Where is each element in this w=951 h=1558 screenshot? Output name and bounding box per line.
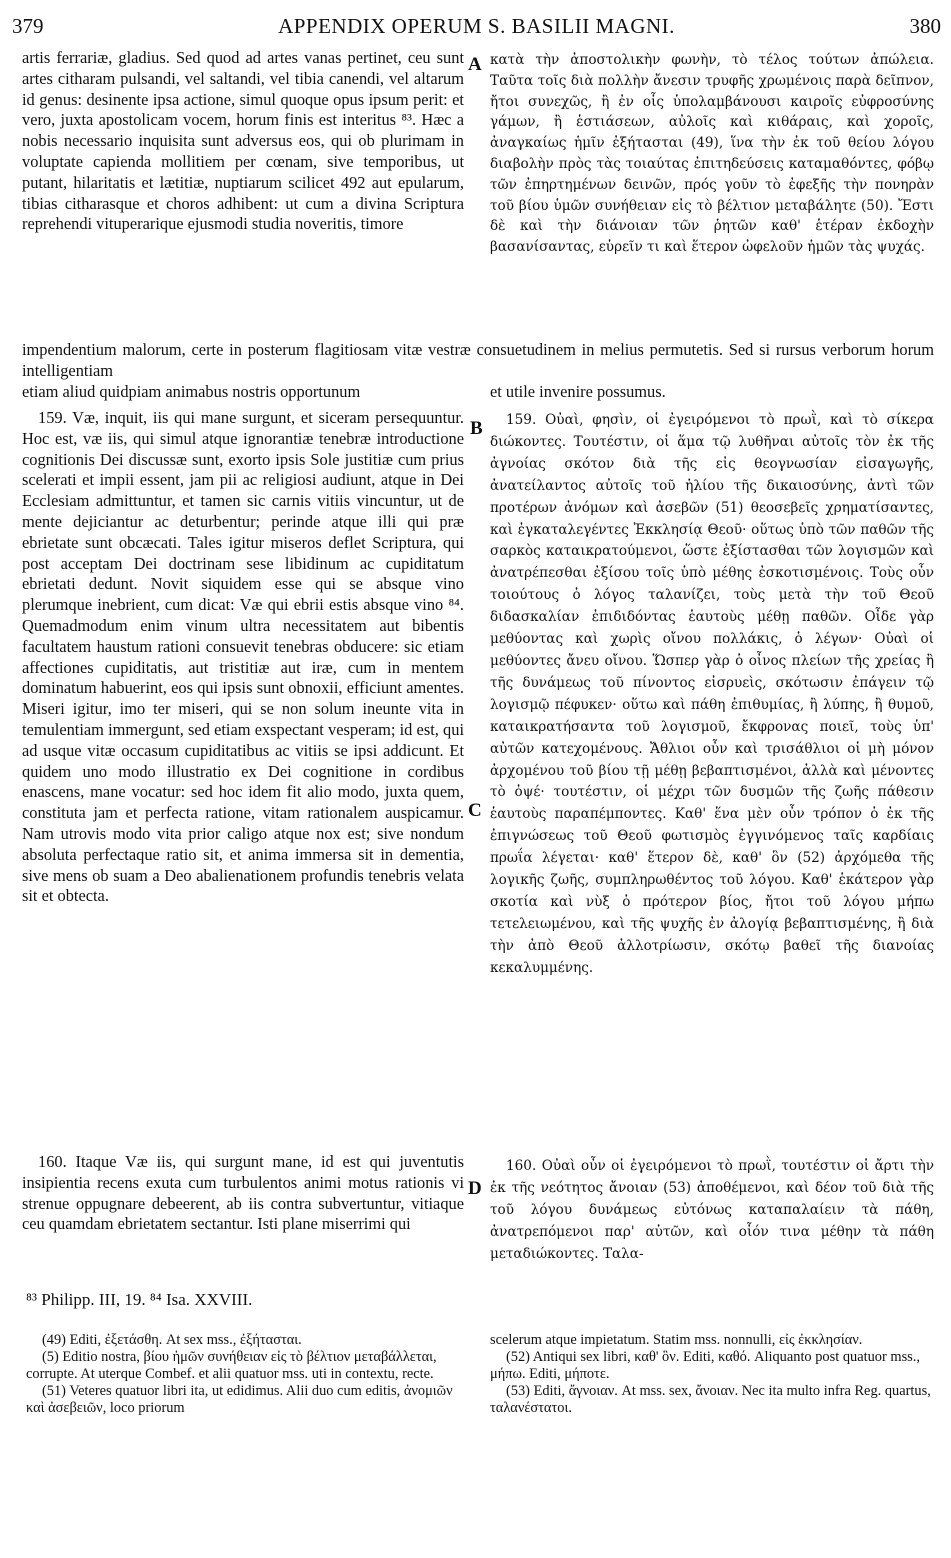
latin-full-text-2b: et utile invenire possumus. bbox=[490, 382, 666, 401]
margin-mark-a: A bbox=[468, 54, 482, 75]
footnotes-left-column bbox=[26, 1332, 466, 1417]
latin-column-160 bbox=[22, 1152, 464, 1235]
footnotes-right-column bbox=[490, 1332, 934, 1417]
footnote-50: (5) Editio nostra, βίου ἡμῶν συνήθειαν εἰς τὸ βέλτιον μεταβάλλεται, corrupte. At uterque Combef. et alii quatuor mss. uti in contextu, recte. bbox=[26, 1349, 437, 1382]
latin-column-159 bbox=[22, 408, 464, 907]
greek-column-159 bbox=[490, 410, 934, 980]
latin-full-line-1 bbox=[22, 340, 934, 382]
latin-full-line-2a bbox=[22, 382, 464, 403]
latin-column-top bbox=[22, 48, 464, 235]
latin-full-line-2b bbox=[490, 382, 934, 403]
margin-mark-c: C bbox=[468, 800, 482, 821]
footnote-51-continued: scelerum atque impietatum. Statim mss. nonnulli, εἰς ἐκκλησίαν. bbox=[490, 1332, 863, 1348]
greek-text-top: κατὰ τὴν ἀποστολικὴν φωνὴν, τὸ τέλος τούτων ἀπώλεια. Ταῦτα τοῖς διὰ πολλὴν ἄνεσιν τρυφῆς χρωμένοις παρὰ δεῖπνον, ἤτοι συνεχῶς, ἢ ἐν οἷς ὑπολαμβάνουσι καιροῖς εὐφροσύνης γάμων, ἢ ἑστιάσεων, αὐλοῖς καὶ κιθάραις, καὶ χοροῖς, ἀναγκαίως ἡμῖν ἐξήτασται (49), ἵνα τὴν ἐκ τοῦ θείου λόγου διαβολὴν πρὸς τὰς τοιαύτας ἐπιτηδεύσεις καταμαθόντες, φόβῳ τῶν ἐπηρτημένων δεινῶν, πρός γοῦν τὸ ἐφεξῆς τὴν πονηρὰν τοῦ βίου ὑμῶν συνήθειαν εἰς τὸ βέλτιον μεταβάλητε (50). Ἔστι δὲ καὶ τὴν διάνοιαν τῶν ῥητῶν καθ' ἑτέραν ἐκδοχὴν βασανίσαντας, εὑρεῖν τι καὶ ἕτερον ὠφελοῦν ἡμῶν τὰς ψυχάς. bbox=[490, 52, 934, 256]
margin-mark-d: D bbox=[468, 1178, 482, 1199]
page-number-right: 380 bbox=[909, 14, 941, 38]
latin-text-top: artis ferrariæ, gladius. Sed quod ad artes vanas pertinet, ceu sunt artes citharam pulsandi, vel saltandi, vel tibia canendi, vel altarum id genus: desinente ipsa actione, simul quoque opus ipsum perit: et vero, juxta apostolicam vocem, horum finis est interitus ⁸³. Hæc a nobis necessario inquisita sunt adversus eos, qui ob plurimam in voluptate capienda mollitiem per cœnam, sive temporibus, ut putant, hilaritatis et lætitiæ, nuptiarum scilicet 492 aut epularum, tibias citharasque et choros adhibent: ut cum a divina Scriptura reprehendi vituperarique ejusmodi studia noveritis, timore bbox=[22, 48, 464, 234]
margin-mark-b: B bbox=[470, 418, 483, 439]
footnotes-scripture: ⁸³ Philipp. III, 19. ⁸⁴ Isa. XXVIII. bbox=[26, 1290, 253, 1309]
greek-paragraph-160: 160. Οὐαὶ οὖν οἱ ἐγειρόμενοι τὸ πρωῒ, τουτέστιν οἱ ἄρτι τὴν ἐκ τῆς νεότητος ἄνοιαν (53) ἀποθέμενοι, καὶ δέον τοῦ διὰ τῆς τοῦ λόγου δυνάμεως εὐτόνως καταπαλαίειν τὰ πάθη, ἀνατρεπόμενοι παρ' αὐτῶν, καὶ οἷόν τινα μέθην τὰ πάθη μεταδιώκοντες. Ταλα- bbox=[490, 1158, 934, 1262]
greek-column-top bbox=[490, 50, 934, 258]
running-header bbox=[12, 14, 941, 42]
latin-paragraph-159: 159. Væ, inquit, iis qui mane surgunt, et siceram persequuntur. Hoc est, væ iis, qui simul atque ignorantiæ tenebræ introductione cognitionis Dei discussæ sunt, exorto ipsis Sole justitiæ cum prius scelerati et impii essent, jam pii ac religiosi audiunt, atque in Dei Ecclesiam admittuntur, et tamen sic carnis vitiis vincuntur, ut de mente dejiciantur ac deturbentur; perinde atque illi qui præ ebrietate sunt obcæcati. Tales igitur miseros deflet Scriptura, qui post acceptam Dei doctrinam sese libidinum ac cupiditatum ebrietati dedunt. Novit siquidem esse qui se absque vino plerumque inebrient, cum dicat: Væ qui ebrii estis absque vino ⁸⁴. Quemadmodum enim vinum ultra necessitatem aut bibentis facultatem haustum rationi consuevit tenebras obducere: sic etiam affectiones cupiditatis, aut tristitiæ aut iræ, cum in mentem dominatum habuerint, eos qui ipsis sunt obnoxii, efficiunt amentes. Miseri igitur, imo ter miseri, qui se non solum ineunte vita in temulentiam immergunt, sed etiam exspectant vesperam; id est, qui ad usque vitæ occasum cupiditatibus ac vitiis se ipsi addicunt. Et quidem uno modo illustratio ex Dei cognitione in cordibus enascens, mane vocatur: sed hoc idem fit alio modo, juxta quem, constituta jam et perfecta ratione, vitam rationalem auspicamur. Nam utrovis modo vita prior caligo atque nox est; sive nondum absoluta perfectaque ratio sit, et anima immersa sit in dementia, sive mens ob suam a Deo abalienationem profundis tenebris velata sit et obtecta. bbox=[22, 408, 464, 906]
footnote-52: (52) Antiqui sex libri, καθ' ὃν. Editi, καθό. Aliquanto post quatuor mss., μήπω. Editi, μήποτε. bbox=[490, 1349, 920, 1382]
latin-full-text-2a: etiam aliud quidpiam animabus nostris opportunum bbox=[22, 382, 361, 401]
latin-paragraph-160: 160. Itaque Væ iis, qui surgunt mane, id est qui juventutis insipientia recens exuta cum turbulentos animi motus rationis vi strenue oppugnare debeerent, ab iis contra subvertuntur, vitiaque ceu quamdam ebrietatem sectantur. Isti plane miserrimi qui bbox=[22, 1152, 464, 1234]
footnote-49: (49) Editi, ἐξετάσθη. At sex mss., ἐξήτασται. bbox=[42, 1332, 302, 1348]
greek-paragraph-159: 159. Οὐαὶ, φησὶν, οἱ ἐγειρόμενοι τὸ πρωῒ, καὶ τὸ σίκερα διώκοντες. Τουτέστιν, οἱ ἅμα τῷ λυθῆναι αὐτοῖς τὸν ἐκ τῆς ἀγνοίας σκότον διὰ τῆς εἰς θεογνωσίαν εἰσαγωγῆς, ἀνατείλαντος αὐτοῖς τοῦ ἡλίου τῆς δικαιοσύνης, ἀντὶ τῶν προτέρων ἀνόμων καὶ ἀσεβῶν (51) θεοσεβεῖς χρηματίσαντες, καὶ ἐγκαταλεγέντες Ἐκκλησίᾳ Θεοῦ· οὕτως ὑπὸ τῶν παθῶν τῆς σαρκὸς καταικρατούμενοι, ὥστε ἐξίστασθαι τῶν λογισμῶν καὶ ἀνατρέπεσθαι ἐξίσου τοῖς ὑπὸ μέθης ἐσκοτισμένοις. Τοὺς οὖν τοιούτους ὁ λόγος ταλανίζει, τοὺς μετὰ τὴν τοῦ Θεοῦ διδασκαλίαν ἐπιδιδόντας ἑαυτοὺς μέθῃ παθῶν. Οἶδε γὰρ μεθύοντας καὶ χωρὶς οἴνου πολλάκις, ὁ λέγων· Οὐαὶ οἱ μεθύοντες ἄνευ οἴνου. Ὥσπερ γὰρ ὁ οἶνος πλείων τῆς χρείας ἢ τῆς δυνάμεως τοῦ πίνοντος εἰσρυεὶς, σκότωσιν ἐπάγειν τῷ λογισμῷ πέφυκεν· οὕτω καὶ πάθη ἐπιθυμίας, ἢ λύπης, ἢ θυμοῦ, καταικρατήσαντα τοῦ λογισμοῦ, ἔκφρονας ποιεῖ, τοὺς ὑπ' αὐτῶν κατεχομένους. Ἄθλιοι οὖν καὶ τρισάθλιοι οἱ μὴ μόνον ἀρχομένου τοῦ βίου τῇ μέθῃ βεβαπτισμένοι, ἀλλὰ καὶ μένοντες τὸ ὀψέ· τουτέστιν, οἱ μέχρι τῶν δυσμῶν τῆς ζωῆς πάθεσιν ἑαυτοὺς παραπέμποντες. Καθ' ἕνα μὲν οὖν τρόπον ὁ ἐκ τῆς ἐπιγνώσεως τοῦ Θεοῦ φωτισμὸς ἐγγινόμενος ταῖς καρδίαις πρωΐα λέγεται· καθ' ἕτερον δὲ, καθ' ὃν (52) ἀρχόμεθα τῆς λογικῆς ζωῆς, συμπληρωθέντος τοῦ λόγου. Καθ' ἑκάτερον γὰρ σκοτία καὶ νὺξ ὁ πρότερον βίος, ἤτοι τοῦ λόγου μήπω τετελειωμένου, καὶ τῆς ψυχῆς ἐν ἀλογίᾳ βεβαπτισμένης, ἢ διὰ τὴν ἀπὸ Θεοῦ ἀλλοτρίωσιν, σκότῳ βαθεῖ τῆς διανοίας κεκαλυμμένης. bbox=[490, 412, 934, 976]
footnote-51: (51) Veteres quatuor libri ita, ut edidimus. Alii duo cum editis, ἀνομιῶν καὶ ἀσεβειῶν, loco priorum bbox=[26, 1383, 453, 1416]
latin-full-text-1: impendentium malorum, certe in posterum flagitiosam vitæ vestræ consuetudinem in melius permutetis. Sed si rursus verborum horum intelligentiam bbox=[22, 340, 934, 380]
greek-column-160 bbox=[490, 1156, 934, 1266]
footnote-53: (53) Editi, ἄγνοιαν. At mss. sex, ἄνοιαν. Nec ita multo infra Reg. quartus, ταλανέστατοι. bbox=[490, 1383, 931, 1416]
page-number-left: 379 bbox=[12, 14, 44, 38]
running-title: APPENDIX OPERUM S. BASILII MAGNI. bbox=[278, 14, 675, 38]
